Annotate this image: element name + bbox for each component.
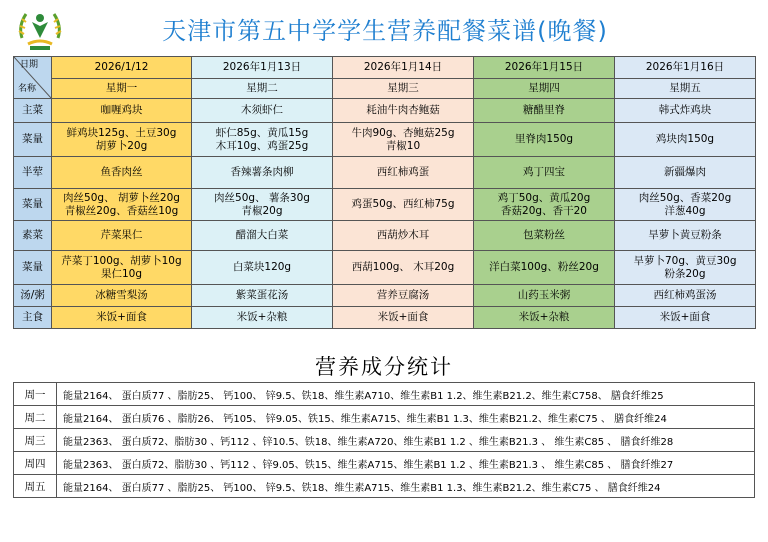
nutrition-stats-title: 营养成分统计: [315, 355, 453, 379]
main-qty-wed: 牛肉90g、杏鲍菇25g 青椒10: [333, 123, 474, 157]
veg-qty-mon: 芹菜丁100g、胡萝卜10g 果仁10g: [52, 251, 192, 285]
page-title: 天津市第五中学学生营养配餐菜谱(晚餐): [162, 17, 608, 45]
main-dish-fri: 韩式炸鸡块: [615, 99, 756, 123]
header-corner-cell: [14, 57, 52, 99]
staple-fri: 米饭+面食: [615, 307, 756, 329]
row-label-soup: 汤/粥: [14, 285, 52, 307]
semi-meat-wed: 西红柿鸡蛋: [333, 157, 474, 189]
weekday-tue: 星期二: [192, 79, 333, 99]
staple-mon: 米饭+面食: [52, 307, 192, 329]
main-qty-thu: 里脊肉150g: [474, 123, 615, 157]
veg-qty-thu: 洋白菜100g、粉丝20g: [474, 251, 615, 285]
main-dish-thu: 糖醋里脊: [474, 99, 615, 123]
soup-thu: 山药玉米粥: [474, 285, 615, 307]
main-qty-fri: 鸡块肉150g: [615, 123, 756, 157]
semi-qty-mon: 肉丝50g、 胡萝卜丝20g 青椒丝20g、香菇丝10g: [52, 189, 192, 221]
semi-meat-fri: 新疆爆肉: [615, 157, 756, 189]
date-label: 日期: [20, 60, 39, 70]
soup-mon: 冰糖雪梨汤: [52, 285, 192, 307]
date-thu: 2026年1月15日: [474, 57, 615, 79]
stats-text-mon: 能量2164、 蛋白质77 、脂肪25、 钙100、 锌9.5、铁18、维生素A710、维生素B1 1.2、维生素B21.2、维生素C758、 膳食纤维25: [57, 383, 755, 406]
semi-meat-tue: 香辣薯条肉柳: [192, 157, 333, 189]
stats-day-wed: 周三: [14, 429, 57, 452]
row-label-main-qty: 菜量: [14, 123, 52, 157]
date-wed: 2026年1月14日: [333, 57, 474, 79]
weekday-mon: 星期一: [52, 79, 192, 99]
weekday-wed: 星期三: [333, 79, 474, 99]
school-logo-icon: [14, 8, 66, 52]
date-mon: 2026/1/12: [52, 57, 192, 79]
row-label-semi-meat: 半荤: [14, 157, 52, 189]
veg-qty-fri: 旱萝卜70g、黄豆30g 粉条20g: [615, 251, 756, 285]
stats-text-wed: 能量2363、 蛋白质72、脂肪30 、钙112 、锌10.5、铁18、维生素A720、维生素B1 1.2 、维生素B21.3 、 维生素C85 、 膳食纤维28: [57, 429, 755, 452]
row-label-staple: 主食: [14, 307, 52, 329]
table-row: [14, 429, 755, 452]
semi-qty-wed: 鸡蛋50g、西红柿75g: [333, 189, 474, 221]
semi-meat-mon: 鱼香肉丝: [52, 157, 192, 189]
veg-qty-wed: 西葫100g、 木耳20g: [333, 251, 474, 285]
soup-wed: 营养豆腐汤: [333, 285, 474, 307]
menu-table: [13, 56, 756, 329]
main-dish-wed: 耗油牛肉杏鲍菇: [333, 99, 474, 123]
main-dish-tue: 木须虾仁: [192, 99, 333, 123]
staple-wed: 米饭+面食: [333, 307, 474, 329]
table-row: [14, 406, 755, 429]
semi-meat-thu: 鸡丁四宝: [474, 157, 615, 189]
nutrition-stats-table: [13, 382, 755, 498]
stats-text-tue: 能量2164、 蛋白质76 、脂肪26、 钙105、 锌9.05、铁15、维生素A715、维生素B1 1.3、维生素B21.2、维生素C75 、 膳食纤维24: [57, 406, 755, 429]
veg-mon: 芹菜果仁: [52, 221, 192, 251]
semi-qty-thu: 鸡丁50g、黄瓜20g 香菇20g、香干20: [474, 189, 615, 221]
stats-day-fri: 周五: [14, 475, 57, 498]
weekday-thu: 星期四: [474, 79, 615, 99]
main-qty-tue: 虾仁85g、黄瓜15g 木耳10g、鸡蛋25g: [192, 123, 333, 157]
main-dish-mon: 咖喱鸡块: [52, 99, 192, 123]
semi-qty-tue: 肉丝50g、 薯条30g 青椒20g: [192, 189, 333, 221]
soup-fri: 西红柿鸡蛋汤: [615, 285, 756, 307]
soup-tue: 紫菜蛋花汤: [192, 285, 333, 307]
stats-day-thu: 周四: [14, 452, 57, 475]
date-fri: 2026年1月16日: [615, 57, 756, 79]
veg-qty-tue: 白菜块120g: [192, 251, 333, 285]
table-row: [14, 475, 755, 498]
veg-thu: 包菜粉丝: [474, 221, 615, 251]
veg-tue: 醋溜大白菜: [192, 221, 333, 251]
veg-fri: 旱萝卜黄豆粉条: [615, 221, 756, 251]
row-label-main-dish: 主菜: [14, 99, 52, 123]
stats-day-tue: 周二: [14, 406, 57, 429]
main-qty-mon: 鲜鸡块125g、土豆30g 胡萝卜20g: [52, 123, 192, 157]
staple-tue: 米饭+杂粮: [192, 307, 333, 329]
semi-qty-fri: 肉丝50g、香菜20g 洋葱40g: [615, 189, 756, 221]
staple-thu: 米饭+杂粮: [474, 307, 615, 329]
stats-text-thu: 能量2363、 蛋白质72、脂肪30 、钙112 、锌9.05、铁15、维生素A715、维生素B1 1.2 、维生素B21.3 、 维生素C85 、 膳食纤维27: [57, 452, 755, 475]
row-label-veg: 素菜: [14, 221, 52, 251]
table-row: [14, 452, 755, 475]
name-label: 名称: [18, 84, 37, 94]
row-label-veg-qty: 菜量: [14, 251, 52, 285]
veg-wed: 西葫炒木耳: [333, 221, 474, 251]
date-tue: 2026年1月13日: [192, 57, 333, 79]
stats-day-mon: 周一: [14, 383, 57, 406]
weekday-fri: 星期五: [615, 79, 756, 99]
stats-text-fri: 能量2164、 蛋白质77 、脂肪25、 钙100、 锌9.5、铁18、维生素A715、维生素B1 1.3、维生素B21.2、维生素C75 、 膳食纤维24: [57, 475, 755, 498]
table-row: [14, 383, 755, 406]
row-label-semi-qty: 菜量: [14, 189, 52, 221]
